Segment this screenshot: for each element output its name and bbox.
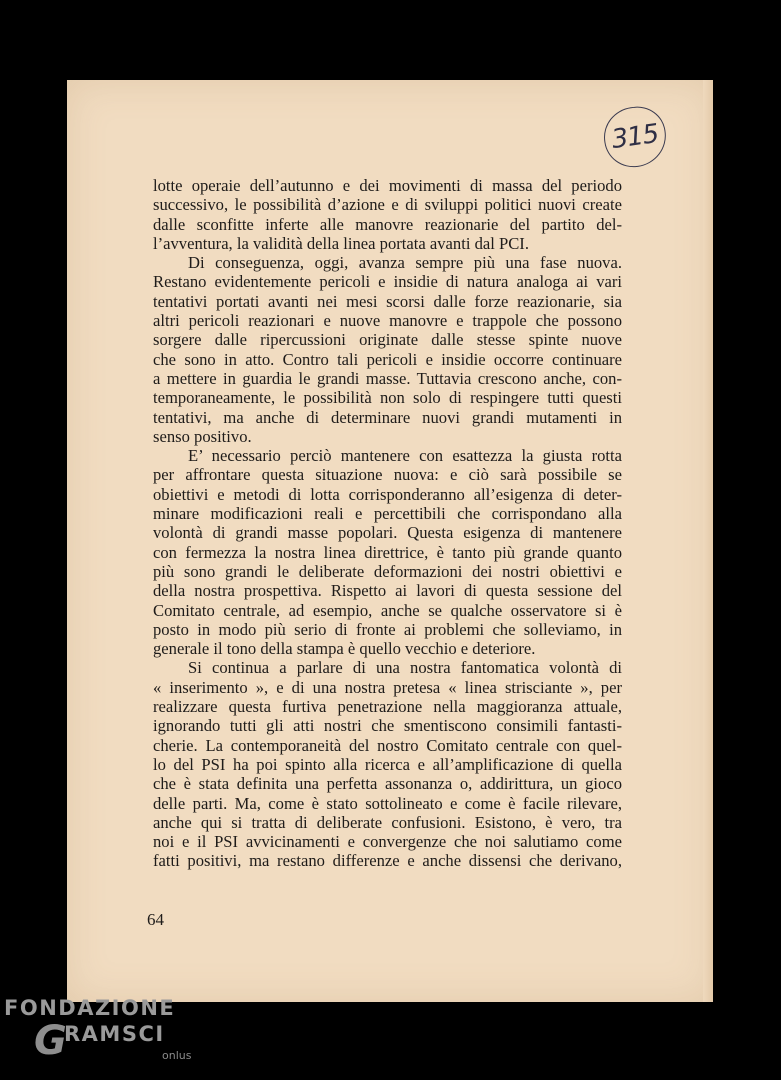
text-line: per affrontare questa situazione nuova: e ciò sarà possibile se — [153, 465, 622, 485]
text-line: senso positivo. — [153, 426, 252, 446]
text-line: più sono grandi le deliberate deformazioni dei nostri obiettivi e — [153, 561, 622, 581]
text-line: fatti positivi, ma restano differenze e anche dissensi che derivano, — [153, 851, 622, 871]
text-line: Comitato centrale, ad esempio, anche se qualche osservatore si è — [153, 600, 622, 620]
text-line: altri pericoli reazionari e nuove manovre e trappole che possono — [153, 311, 622, 331]
logo-line-ramsci: RAMSCI — [64, 1022, 165, 1046]
text-line: Si continua a parlare di una nostra fantomatica volontà di — [188, 658, 622, 678]
logo-line-fondazione: FONDAZIONE — [4, 996, 176, 1020]
text-line: Di conseguenza, oggi, avanza sempre più una fase nuova. — [188, 253, 622, 273]
text-line: volontà di grandi masse popolari. Questa esigenza di mantenere — [153, 523, 622, 543]
text-line: generale il tono della stampa è quello vecchio e deteriore. — [153, 639, 536, 659]
logo-onlus: onlus — [162, 1049, 192, 1062]
text-line: « inserimento », e di una nostra pretesa « linea strisciante », per — [153, 677, 622, 697]
text-line: lo del PSI ha poi spinto alla ricerca e all’amplificazione di quella — [153, 754, 622, 774]
page-edge — [703, 80, 713, 1002]
text-line: anche qui si tratta di deliberate confusioni. Esistono, è vero, tra — [153, 812, 622, 832]
text-line: posto in modo più serio di fronte ai problemi che solleviamo, in — [153, 619, 622, 639]
text-line: con fermezza la nostra linea direttrice, è tanto più grande quanto — [153, 542, 622, 562]
text-line: tentativi portati avanti nei mesi scorsi dalle forze reazionarie, sia — [153, 291, 622, 311]
text-line: obiettivi e metodi di lotta corrisponderanno all’esigenza di deter- — [153, 484, 622, 504]
text-line: che sono in atto. Contro tali pericoli e insidie occorre continuare — [153, 349, 622, 369]
text-line: dalle sconfitte inferte alle manovre reazionarie del partito del- — [153, 214, 622, 234]
text-line: della nostra prospettiva. Rispetto ai lavori di questa sessione del — [153, 581, 622, 601]
text-line: tentativi, ma anche di determinare nuovi grandi mutamenti in — [153, 407, 622, 427]
text-line: sorgere dalle ripercussioni originate dalle stesse spinte nuove — [153, 330, 622, 350]
text-line: delle parti. Ma, come è stato sottolineato e come è facile rilevare, — [153, 793, 622, 813]
text-line: lotte operaie dell’autunno e dei movimenti di massa del periodo — [153, 176, 622, 195]
text-line: temporaneamente, le possibilità non solo di respingere tutti questi — [153, 388, 622, 408]
logo-initial-g: G — [34, 1018, 67, 1064]
text-line: l’avventura, la validità della linea portata avanti dal PCI. — [153, 233, 529, 253]
text-line: successivo, le possibilità d’azione e di sviluppi politici nuovi create — [153, 195, 622, 215]
body-text — [153, 176, 622, 871]
text-line: realizzare questa furtiva penetrazione nella maggioranza attuale, — [153, 697, 622, 717]
fondazione-gramsci-logo — [4, 996, 192, 1070]
text-line: Restano evidentemente pericoli e insidie di natura analoga ai vari — [153, 272, 622, 292]
text-line: a mettere in guardia le grandi masse. Tuttavia crescono anche, con- — [153, 368, 622, 388]
archive-number-mark: 315 — [600, 103, 670, 171]
text-line: che è stata definita una perfetta assonanza o, addirittura, un gioco — [153, 774, 622, 794]
text-line: noi e il PSI avvicinamenti e convergenze che noi salutiamo come — [153, 832, 622, 852]
text-line: minare modificazioni reali e percettibili che corrispondano alla — [153, 504, 622, 524]
text-line: cherie. La contemporaneità del nostro Comitato centrale con quel- — [153, 735, 622, 755]
page-number: 64 — [147, 910, 164, 929]
text-line: E’ necessario perciò mantenere con esattezza la giusta rotta — [188, 446, 622, 466]
text-line: ignorando tutti gli atti nostri che smentiscono consimili fantasti- — [153, 716, 622, 736]
